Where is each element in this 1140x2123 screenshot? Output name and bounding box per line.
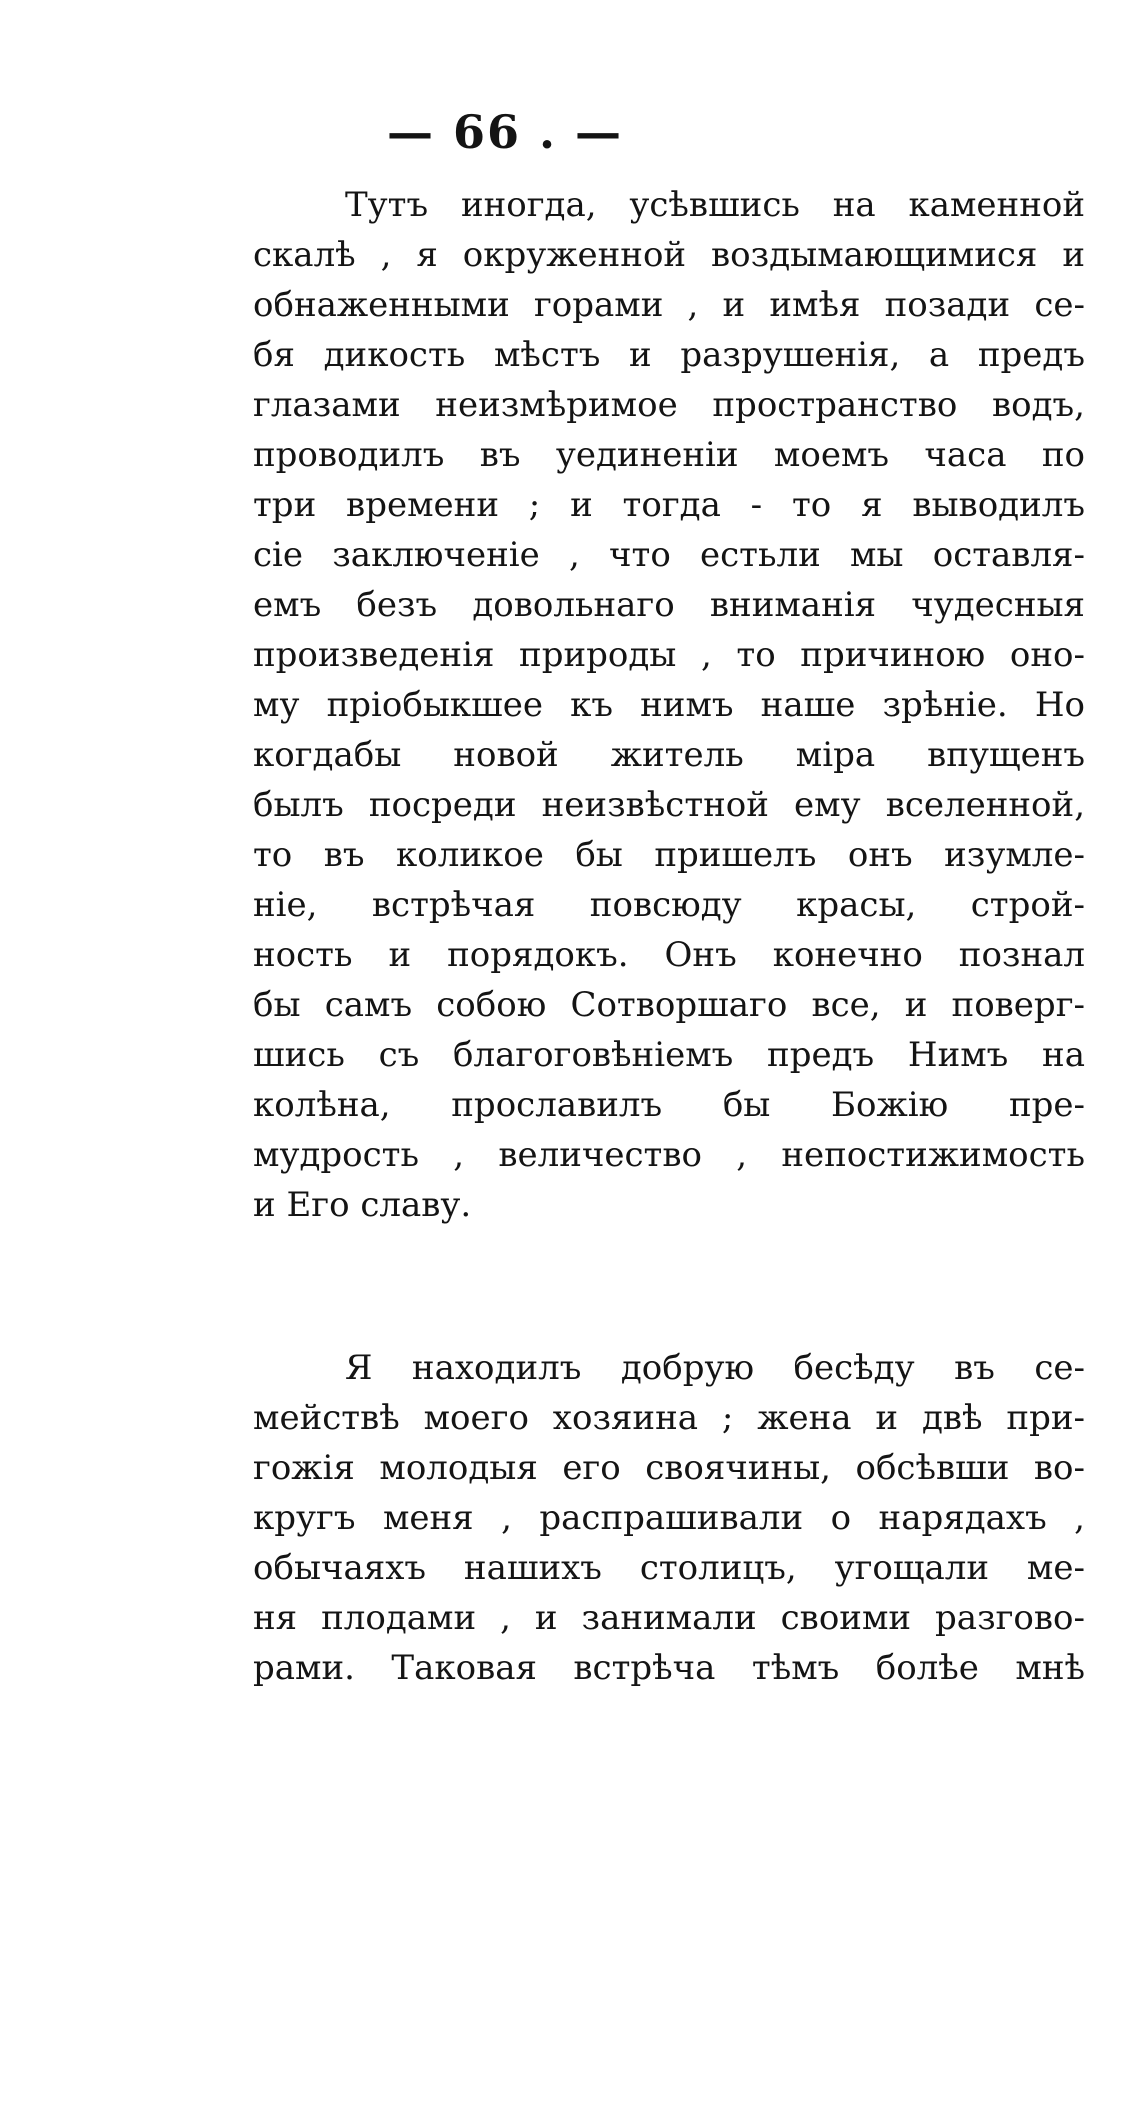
text-line: колѣна, прославилъ бы Божію пре- — [253, 1085, 1085, 1125]
text-line: кругъ меня , распрашивали о нарядахъ , — [253, 1498, 1085, 1538]
text-line: былъ посреди неизвѣстной ему вселенной, — [253, 785, 1085, 825]
text-line: сіе заключеніе , что естьли мы оставля- — [253, 535, 1085, 575]
text-line: мудрость , величество , непостижимость — [253, 1135, 1085, 1175]
text-line: скалѣ , я окруженной воздымающимися и — [253, 235, 1085, 275]
text-line: емъ безъ довольнаго вниманія чудесныя — [253, 585, 1085, 625]
text-line: ня плодами , и занимали своими разгово- — [253, 1598, 1085, 1638]
text-line: рами. Таковая встрѣча тѣмъ болѣе мнѣ — [253, 1648, 1085, 1688]
text-line: бя дикость мѣстъ и разрушенія, а предъ — [253, 335, 1085, 375]
text-line: мействѣ моего хозяина ; жена и двѣ при- — [253, 1398, 1085, 1438]
page-number: — 66 . — — [386, 105, 624, 159]
text-line: ность и порядокъ. Онъ конечно познал — [253, 935, 1085, 975]
text-line: и Его славу. — [253, 1185, 472, 1225]
text-line: проводилъ въ уединеніи моемъ часа по — [253, 435, 1085, 475]
text-line: шись съ благоговѣніемъ предъ Нимъ на — [253, 1035, 1085, 1075]
paragraph-2 — [253, 1343, 1085, 1693]
paragraph-1 — [253, 180, 1085, 1230]
text-line: Тутъ иногда, усѣвшись на каменной — [345, 185, 1085, 225]
text-line: обычаяхъ нашихъ столицъ, угощали ме- — [253, 1548, 1085, 1588]
text-line: ніе, встрѣчая повсюду красы, строй- — [253, 885, 1085, 925]
text-line: бы самъ собою Сотворшаго все, и поверг- — [253, 985, 1085, 1025]
text-line: обнаженными горами , и имѣя позади се- — [253, 285, 1085, 325]
text-line: три времени ; и тогда - то я выводилъ — [253, 485, 1085, 525]
text-line: гожія молодыя его своячины, обсѣвши во- — [253, 1448, 1085, 1488]
text-line: то въ коликое бы пришелъ онъ изумле- — [253, 835, 1085, 875]
text-line: му пріобыкшее къ нимъ наше зрѣніе. Но — [253, 685, 1085, 725]
text-line: когдабы новой житель міра впущенъ — [253, 735, 1085, 775]
text-line: Я находилъ добрую бесѣду въ се- — [345, 1348, 1085, 1388]
text-line: глазами неизмѣримое пространство водъ, — [253, 385, 1085, 425]
text-line: произведенія природы , то причиною оно- — [253, 635, 1085, 675]
